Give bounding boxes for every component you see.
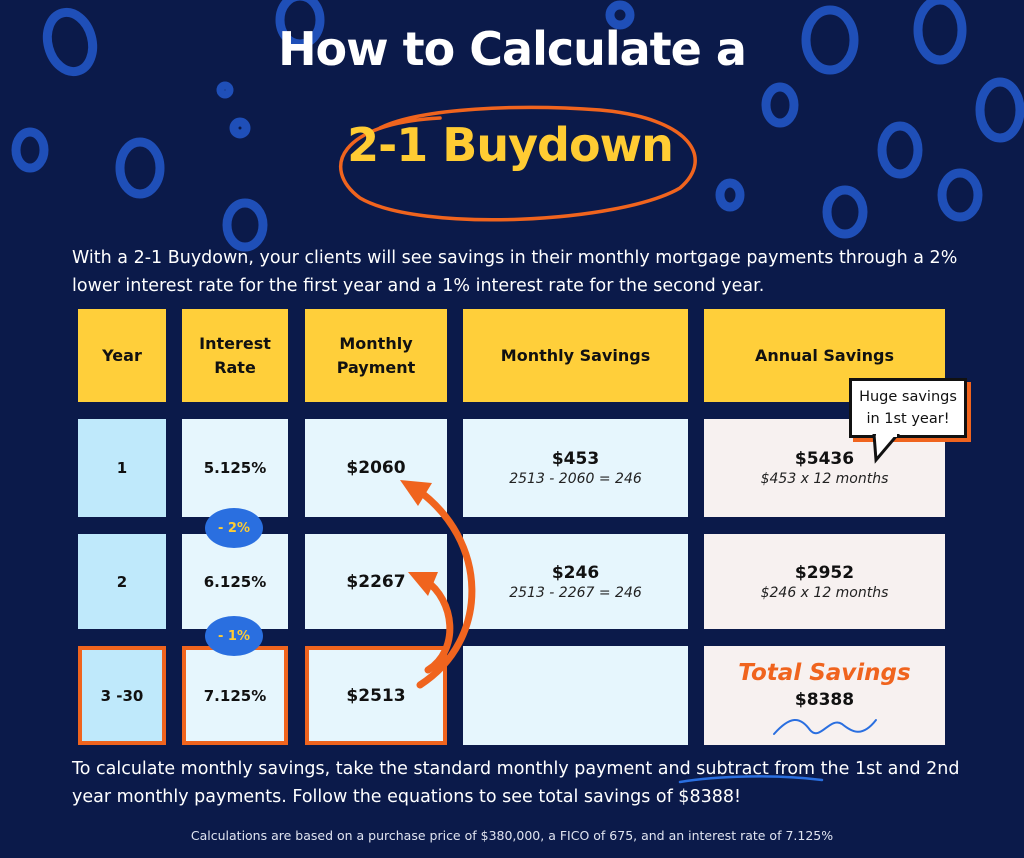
row2-annual-savings-cell <box>704 534 945 629</box>
row3-monthly-savings <box>463 646 688 745</box>
row1-monthly-savings: $453 <box>551 449 600 469</box>
row2-annual-savings: $2952 <box>794 562 855 583</box>
callout-bubble <box>849 378 967 438</box>
row2-payment: $2267 <box>305 534 447 629</box>
page-subtitle: 2-1 Buydown <box>347 118 673 172</box>
row1-rate: 5.125% <box>182 419 288 517</box>
total-savings-cell <box>704 646 945 745</box>
footnote: Calculations are based on a purchase price of $380,000, a FICO of 675, and an interest rate of 7.125% <box>190 828 834 843</box>
row3-rate: 7.125% <box>182 646 288 745</box>
header-annual-savings: Annual Savings <box>704 309 945 402</box>
squiggle-underline <box>770 712 880 742</box>
row1-annual-savings: $5436 <box>794 449 855 469</box>
total-savings-value: $8388 <box>794 690 855 710</box>
row1-monthly-savings-cell <box>463 419 688 517</box>
row2-year: 2 <box>78 534 166 629</box>
row1-annual-equation: $453 x 12 months <box>760 471 889 487</box>
row1-payment: $2060 <box>305 419 447 517</box>
underline-doodle <box>676 772 826 786</box>
header-interest-rate: Interest Rate <box>182 309 288 402</box>
row2-monthly-savings-cell <box>463 534 688 629</box>
callout-line-2: in 1st year! <box>866 411 950 427</box>
row2-monthly-equation: 2513 - 2267 = 246 <box>509 584 642 601</box>
row1-monthly-equation: 2513 - 2060 = 246 <box>509 471 642 487</box>
intro-text: With a 2-1 Buydown, your clients will see savings in their monthly mortgage payments through a 2% lower interest rate for the first year and a 1% interest rate for the second year. <box>72 248 958 296</box>
callout-line-1: Huge savings <box>859 389 957 405</box>
row3-payment: $2513 <box>305 646 447 745</box>
badge-minus-one-percent: - 1% <box>205 616 263 656</box>
header-year: Year <box>78 309 166 402</box>
header-monthly-savings: Monthly Savings <box>463 309 688 402</box>
row2-monthly-savings: $246 <box>551 562 600 583</box>
outro-text: To calculate monthly savings, take the standard monthly payment and subtract from the 1st and 2nd year monthly payments. Follow the equations to see total savings of $8388! <box>72 759 960 807</box>
row1-year: 1 <box>78 419 166 517</box>
row2-rate: 6.125% <box>182 534 288 629</box>
row3-year: 3 -30 <box>78 646 166 745</box>
total-savings-label: Total Savings <box>738 660 911 686</box>
page-title: How to Calculate a <box>278 22 746 76</box>
row2-annual-equation: $246 x 12 months <box>760 584 889 601</box>
callout-tail <box>868 434 908 464</box>
header-monthly-payment: Monthly Payment <box>305 309 447 402</box>
badge-minus-two-percent: - 2% <box>205 508 263 548</box>
